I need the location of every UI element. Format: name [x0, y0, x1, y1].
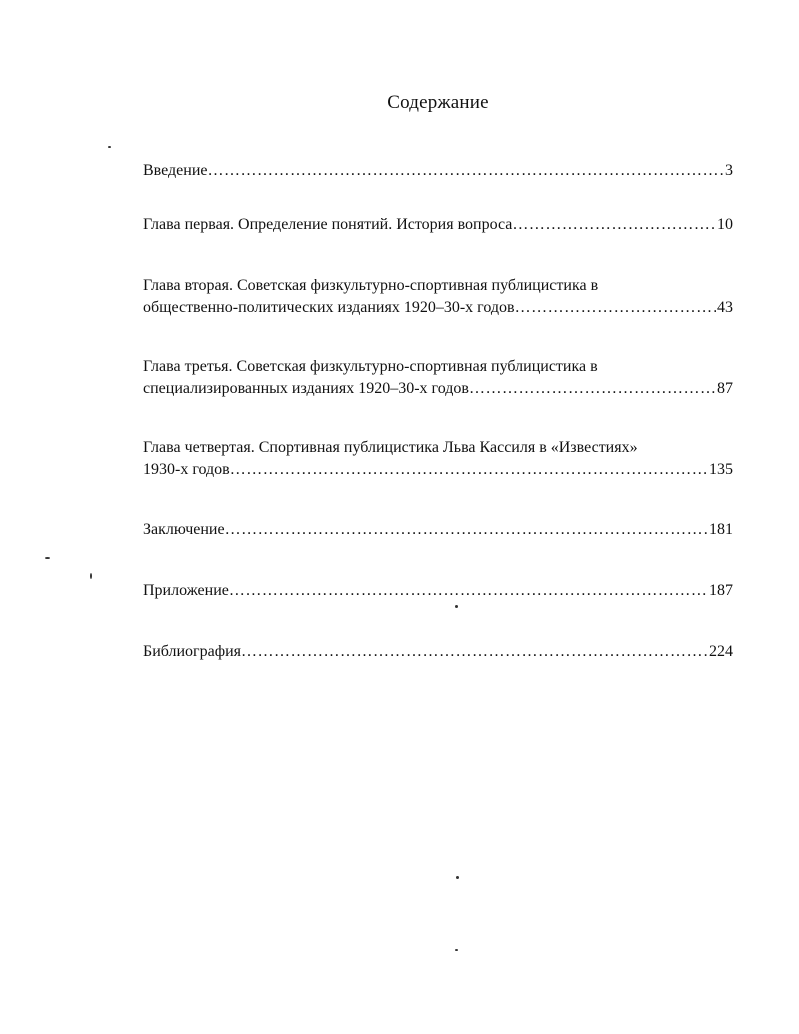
toc-entry-label: общественно-политических изданиях 1920–30-х годов [143, 299, 515, 316]
scan-speck [45, 557, 50, 559]
toc-entry-first-line: Глава четвертая. Спортивная публицистика Льва Кассиля в «Известиях» [143, 439, 638, 456]
toc-line [143, 214, 733, 236]
toc-page-number: 135 [709, 461, 733, 478]
dot-leader [241, 641, 708, 663]
toc-entry-chapter-3 [143, 356, 733, 400]
toc-line [143, 378, 733, 400]
dot-leader [469, 378, 716, 400]
toc-page-number: 10 [717, 216, 733, 233]
toc-entry-label: Библиография [143, 643, 241, 660]
toc-page-number: 181 [709, 521, 733, 538]
toc-entry-bibliography [143, 641, 733, 663]
dot-leader [512, 214, 716, 236]
scan-speck [455, 949, 458, 951]
toc-page-number: 187 [709, 582, 733, 599]
dot-leader [208, 160, 725, 182]
toc-entry-chapter-4 [143, 437, 733, 481]
page-title: Содержание [387, 92, 489, 113]
scan-speck [90, 573, 92, 579]
toc-entry-label: Введение [143, 162, 208, 179]
toc-entry-label: Заключение [143, 521, 225, 538]
dot-leader [230, 459, 708, 481]
toc-entry-conclusion [143, 519, 733, 541]
toc-page-number: 224 [709, 643, 733, 660]
toc-line [143, 297, 733, 319]
dot-leader [229, 580, 708, 602]
scan-speck [455, 605, 458, 608]
toc-entry-label: Приложение [143, 582, 229, 599]
toc-entry-label: Глава первая. Определение понятий. История вопроса [143, 216, 513, 233]
toc-page-number: 43 [717, 299, 733, 316]
toc-line [143, 459, 733, 481]
toc-line [143, 519, 733, 541]
toc-entry-first-line: Глава третья. Советская физкультурно-спортивная публицистика в [143, 358, 598, 375]
toc-entry-first-line: Глава вторая. Советская физкультурно-спортивная публицистика в [143, 277, 599, 294]
toc-line [143, 641, 733, 663]
toc-entry-label: 1930-х годов [143, 461, 230, 478]
toc-entry-introduction [143, 160, 733, 182]
toc-entry-chapter-1 [143, 214, 733, 236]
scan-speck [108, 146, 111, 148]
toc-entry-label: специализированных изданиях 1920–30-х годов [143, 380, 469, 397]
toc-page-number: 87 [717, 380, 733, 397]
dot-leader [515, 297, 716, 319]
scan-speck [456, 876, 459, 879]
toc-entry-chapter-2 [143, 275, 733, 319]
toc-line [143, 160, 733, 182]
toc-entry-appendix [143, 580, 733, 602]
toc-page-number: 3 [725, 162, 733, 179]
toc-line [143, 580, 733, 602]
dot-leader [225, 519, 708, 541]
